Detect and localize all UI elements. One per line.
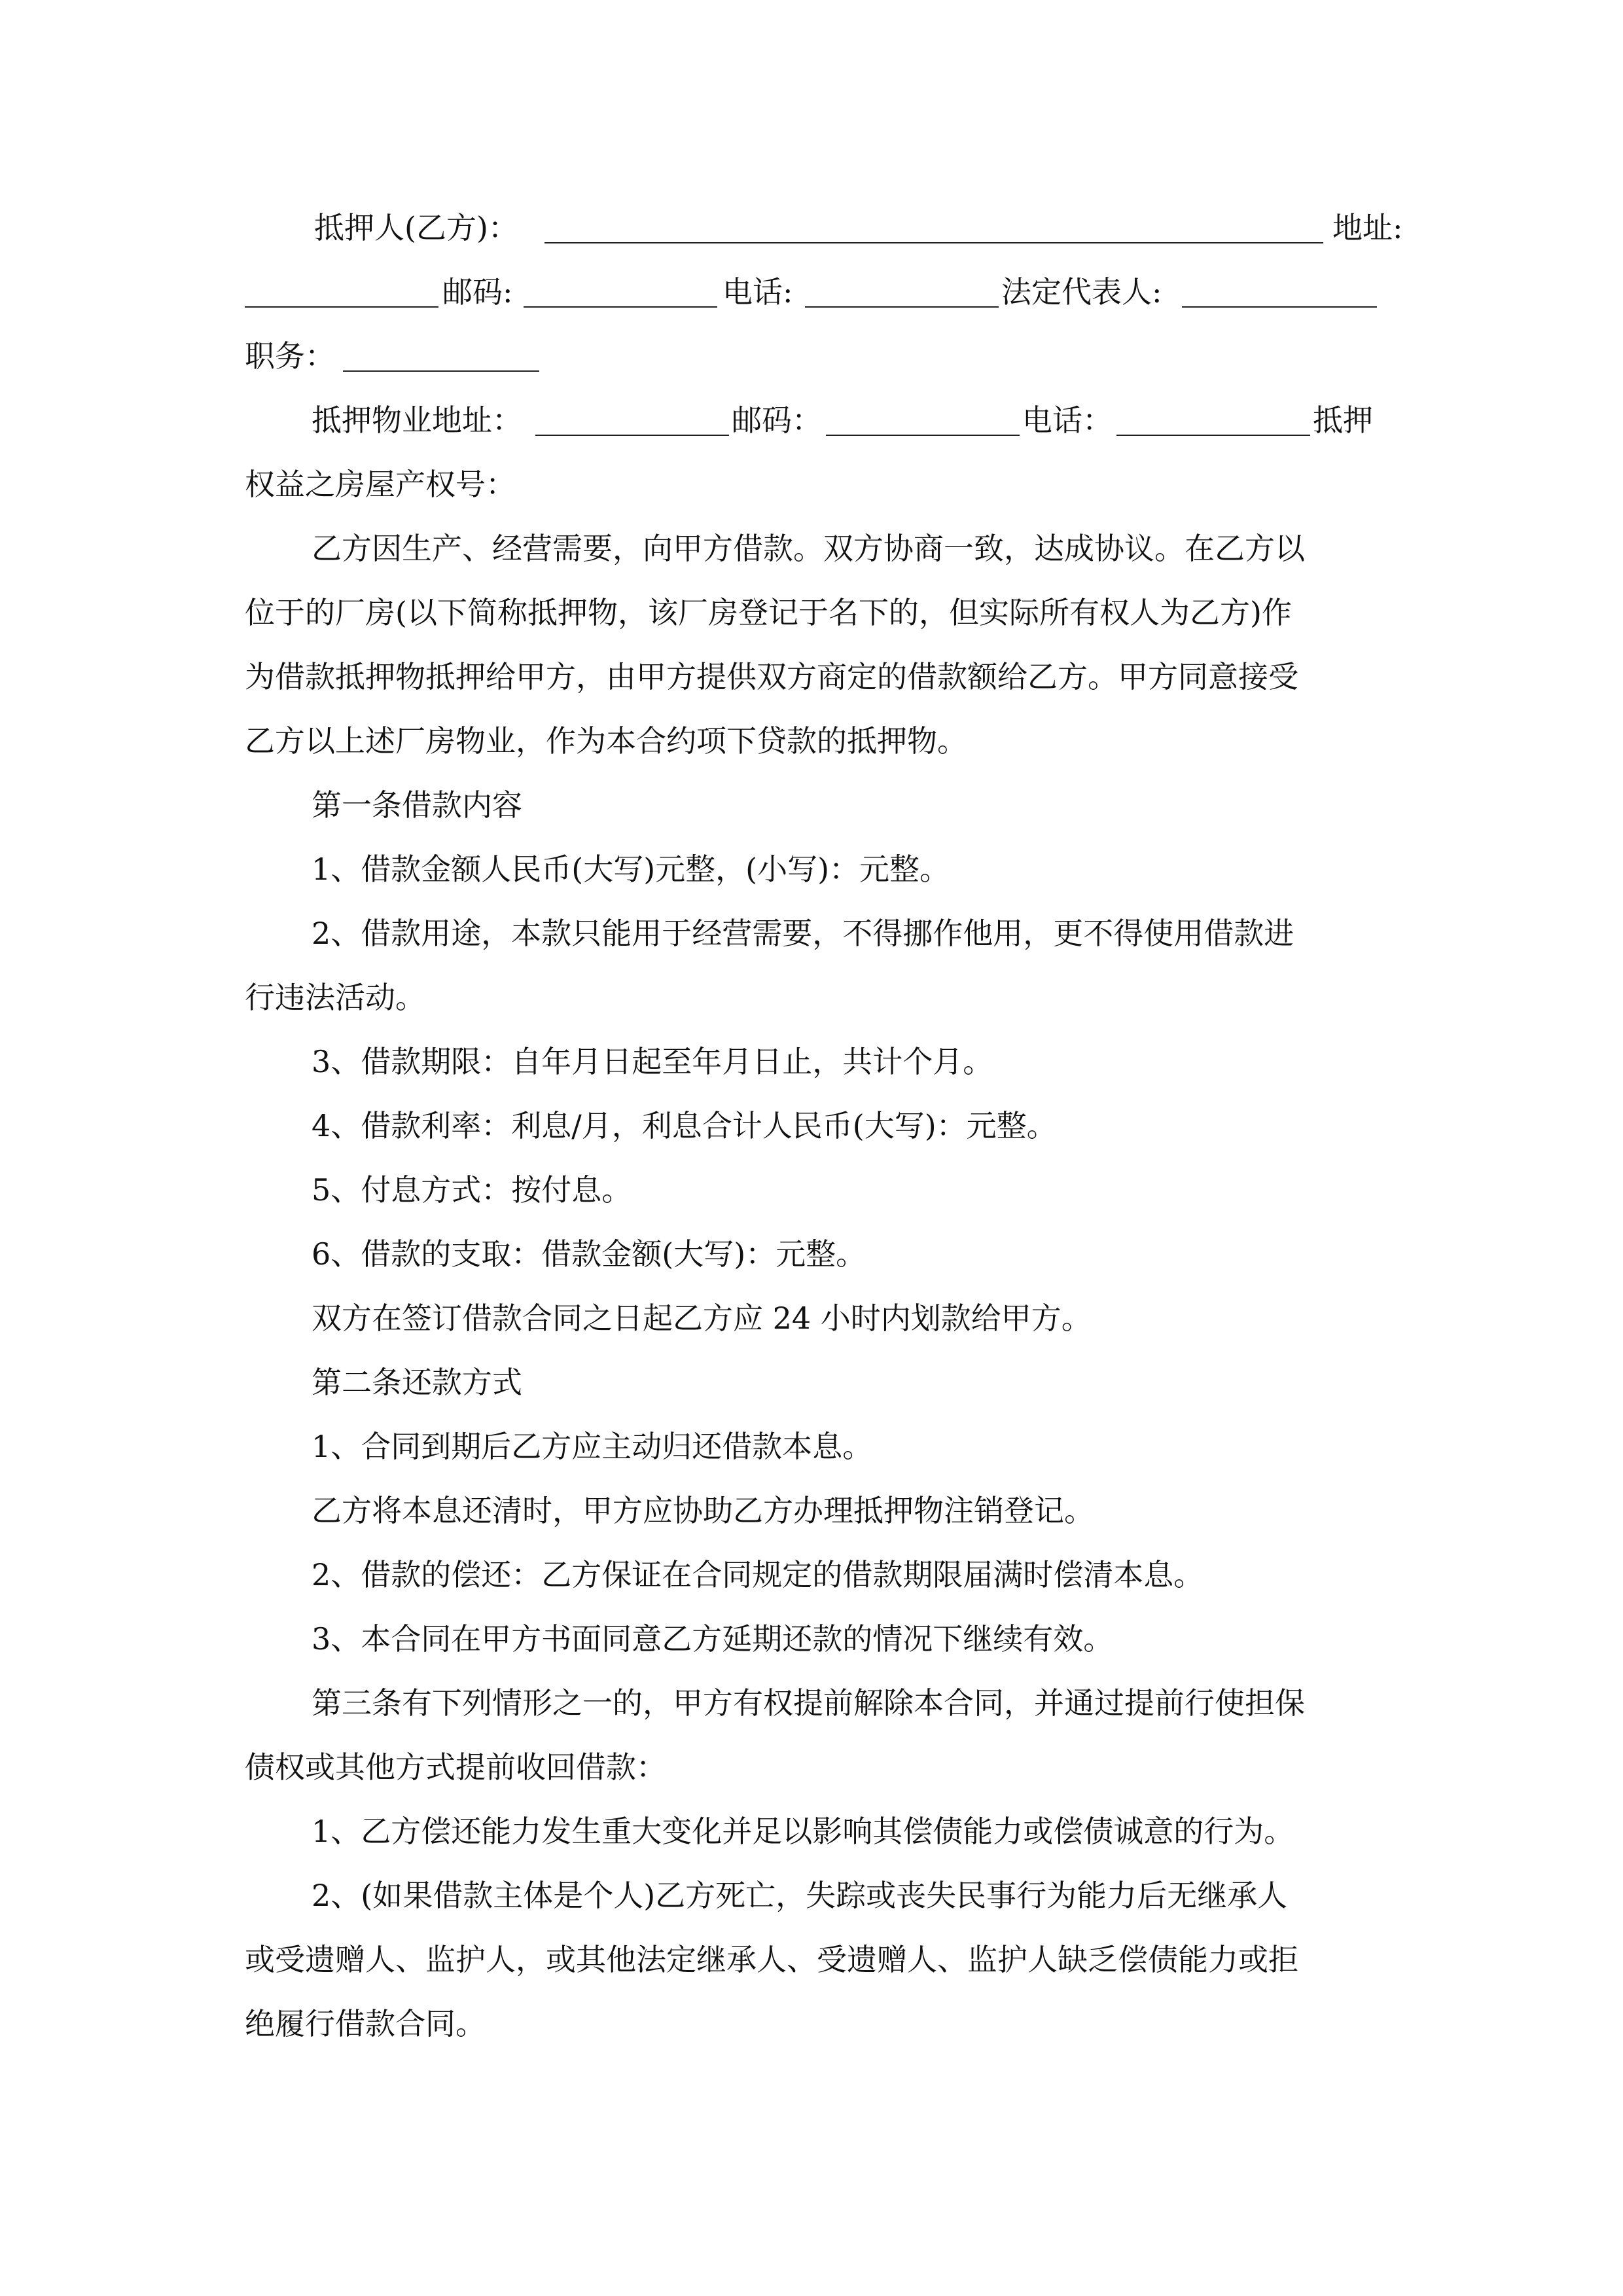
- position-label: 职务：: [245, 338, 335, 374]
- article-2-title: 第二条还款方式: [312, 1365, 522, 1400]
- article-1-item-2: 2、借款用途，本款只能用于经营需要，不得挪作他用，更不得使用借款进: [312, 916, 1294, 951]
- article-3-item-2: 2、(如果借款主体是个人)乙方死亡，失踪或丧失民事行为能力后无继承人: [312, 1878, 1288, 1913]
- property-address-blank: [535, 435, 729, 436]
- legal-rep-label: 法定代表人:: [1001, 274, 1162, 310]
- preamble-line: 为借款抵押物抵押给甲方，由甲方提供双方商定的借款额给乙方。甲方同意接受: [245, 659, 1298, 694]
- article-1-title: 第一条借款内容: [312, 787, 522, 823]
- article-1-item-3: 3、借款期限：自年月日起至年月日止，共计个月。: [312, 1044, 993, 1079]
- certificate-label-start: 抵押: [1313, 403, 1373, 438]
- article-2-item-2: 2、借款的偿还：乙方保证在合同规定的借款期限届满时偿清本息。: [312, 1557, 1204, 1592]
- article-1-item-6: 6、借款的支取：借款金额(大写)：元整。: [312, 1236, 866, 1272]
- article-3-item-2-cont: 绝履行借款合同。: [245, 2006, 486, 2041]
- mortgagor-name-blank: [544, 242, 1323, 243]
- legal-rep-blank: [1182, 306, 1377, 308]
- certificate-label-end: 权益之房屋产权号：: [245, 467, 516, 502]
- address-blank: [245, 306, 438, 308]
- article-2-item-1: 1、合同到期后乙方应主动归还借款本息。: [312, 1429, 873, 1464]
- article-1-item-2-cont: 行违法活动。: [245, 980, 425, 1015]
- preamble-line: 乙方因生产、经营需要，向甲方借款。双方协商一致，达成协议。在乙方以: [312, 531, 1305, 566]
- mortgagor-label: 抵押人(乙方)：: [314, 210, 518, 245]
- zip-blank: [524, 306, 717, 308]
- article-2-note: 乙方将本息还清时，甲方应协助乙方办理抵押物注销登记。: [312, 1493, 1094, 1528]
- article-1-item-5: 5、付息方式：按付息。: [312, 1172, 632, 1208]
- article-1-transfer: 双方在签订借款合同之日起乙方应 24 小时内划款给甲方。: [312, 1300, 1092, 1336]
- preamble-line: 乙方以上述厂房物业，作为本合约项下贷款的抵押物。: [245, 723, 967, 759]
- article-1-item-1: 1、借款金额人民币(大写)元整，(小写)：元整。: [312, 852, 950, 887]
- property-address-label: 抵押物业地址：: [312, 403, 522, 438]
- property-zip-label: 邮码：: [732, 403, 822, 438]
- preamble-line: 位于的厂房(以下简称抵押物，该厂房登记于名下的，但实际所有权人为乙方)作: [245, 595, 1292, 630]
- address-label: 地址:: [1332, 210, 1403, 245]
- article-3-title: 第三条有下列情形之一的，甲方有权提前解除本合同，并通过提前行使担保: [312, 1685, 1305, 1721]
- property-phone-label: 电话：: [1022, 403, 1113, 438]
- property-phone-blank: [1116, 435, 1310, 436]
- article-3-title-cont: 债权或其他方式提前收回借款：: [245, 1749, 666, 1785]
- article-2-item-3: 3、本合同在甲方书面同意乙方延期还款的情况下继续有效。: [312, 1621, 1114, 1657]
- phone-blank: [805, 306, 999, 308]
- zip-label: 邮码:: [442, 274, 513, 310]
- article-1-item-4: 4、借款利率：利息/月，利息合计人民币(大写)：元整。: [312, 1108, 1057, 1143]
- property-zip-blank: [826, 435, 1020, 436]
- article-3-item-2-cont: 或受遗赠人、监护人，或其他法定继承人、受遗赠人、监护人缺乏偿债能力或拒: [245, 1942, 1298, 1977]
- article-3-item-1: 1、乙方偿还能力发生重大变化并足以影响其偿债能力或偿债诚意的行为。: [312, 1814, 1294, 1849]
- phone-label: 电话:: [722, 274, 793, 310]
- position-blank: [343, 370, 539, 372]
